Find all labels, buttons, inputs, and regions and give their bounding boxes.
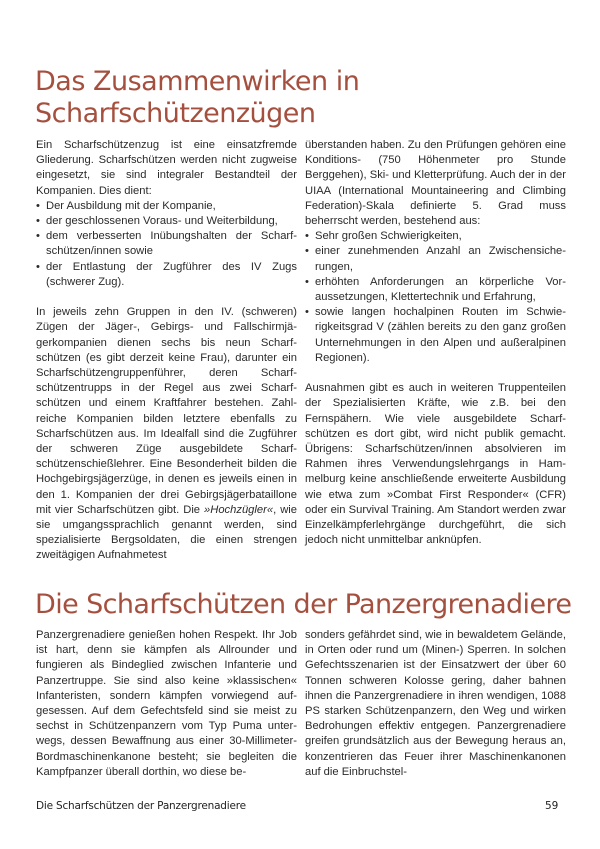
list-item: • einer zunehmenden Anzahl an Zwischensicherungen, [305, 244, 566, 274]
page-number: 59 [545, 800, 559, 812]
paragraph: Panzergrenadiere genießen hohen Respekt. Ihr Job ist hart, denn sie kämpfen als Allrounder und fungieren als Bindeglied zwischen Infanterie und Panzertruppe. Sie sind also keine »klassischen« Infanteristen, sondern kämpfen vorwiegend aufgesessen. Auf dem Gefechtsfeld sind sie meist zu sechst in Schützenpanzern vom Typ Puma unterwegs, dessen Bewaffnung aus einer 30-Millimeter-Bordmaschinenkanone besteht; sie begleiten die Kampfpanzer überall dorthin, wo diese be- [36, 629, 297, 778]
text-run: , wie sie umgangssprachlich genannt werden, sind spezialisierte Bergsoldaten, die einen strengen zweitägigen Aufnahmetest [36, 503, 297, 562]
list-item: • sowie langen hochalpinen Routen im Schwierigkeitsgrad V (zählen bereits zu den ganz großen Unternehmungen in den Alpen und außeralpinen Regionen). [305, 305, 566, 366]
column-right-section1 [305, 138, 566, 548]
running-footer-title: Die Scharfschützen der Panzergrenadiere [36, 800, 246, 812]
bullet-list [36, 199, 297, 290]
list-item: • erhöhten Anforderungen an körperliche Voraussetzungen, Klettertechnik und Erfahrung, [305, 275, 566, 305]
section-title-zusammenwirken [35, 66, 359, 130]
section-title-panzergrenadiere: Die Scharfschützen der Panzergrenadiere [35, 589, 572, 620]
list-item: • der Entlastung der Zugführer des IV Zugs (schwerer Zug). [36, 260, 297, 290]
text-run: In jeweils zehn Gruppen in den IV. (schweren) Zügen der Jäger-, Gebirgs- und Fallschirmjägerkompanien dienen sechs bis neun Scharfschützen (es gibt derzeit keine Frau), darunter ein Scharfschützengruppenführer, deren Scharfschützentrupps in der Regel aus zwei Scharfschützen und einem Kraftfahrer bestehen. Zahlreiche Kompanien bilden letztere ebenfalls zu Scharfschützen aus. Im Idealfall sind die Zugführer der schweren Züge ausgebildete Scharfschützenschießlehrer. Eine Besonderheit bilden die Hochgebirgsjägerzüge, in denen es jeweils einen in den 1. Kompanien der drei Gebirgsjägerbataillone mit vier Scharfschützen gibt. Die [36, 306, 297, 516]
paragraph: Ein Scharfschützenzug ist eine einsatzfremde Gliederung. Scharfschützen werden nicht zugweise eingesetzt, sie sind integraler Bestandteil der Kompanien. Dies dient: [36, 139, 297, 197]
paragraph: sonders gefährdet sind, wie in bewaldetem Gelände, in Orten oder rund um (Minen-) Sperren. In solchen Gefechtsszenarien ist der Einsatzwert der über 60 Tonnen schweren Kolosse gering, daher bahnen ihnen die Panzergrenadiere in ihren wendigen, 1088 PS starken Schützenpanzern, den Weg und wirken Bedrohungen effektiv entgegen. Panzergrenadiere greifen grundsätzlich aus der Bewegung heraus an, konzentrieren das Feuer ihrer Maschinenkanonen auf die Einbruchstel- [305, 629, 566, 778]
bullet-list [305, 229, 566, 366]
paragraph: überstanden haben. Zu den Prüfungen gehören eine Konditions- (750 Höhenmeter pro Stunde Berggehen), Ski- und Kletterprüfung. Auch der in der UIAA (International Mountaineering and Climbing Federation)-Skala definierte 5. Grad muss beherrscht werden, bestehend aus: [305, 139, 566, 228]
list-item: • dem verbesserten Inübungshalten der Scharfschützen/innen sowie [36, 229, 297, 259]
list-item: • Sehr großen Schwierigkeiten, [305, 229, 566, 244]
column-left-section1 [36, 138, 297, 564]
paragraph: Ausnahmen gibt es auch in weiteren Truppenteilen der Spezialisierten Kräfte, wie z.B. bei den Fernspähern. Wie viele ausgebildete Scharfschützen es dort gibt, wird nicht publik gemacht. Übrigens: Scharfschützen/innen absolvieren im Rahmen ihres Verwendungslehrgangs in Hammelburg keine anschließende erweiterte Ausbildung wie etwa zum »Combat First Responder« (CFR) oder ein Survival Training. Am Standort werden zwar Einzelkämpferlehrgänge durchgeführt, die sich jedoch nicht unmittelbar anknüpfen. [305, 382, 566, 547]
title-line-1: Das Zusammenwirken in [35, 66, 360, 97]
emphasis-hochzuegler: »Hochzügler« [204, 503, 274, 516]
column-left-section2 [36, 628, 297, 780]
list-item: • Der Ausbildung mit der Kompanie, [36, 199, 297, 214]
title-line-2: Scharfschützenzügen [35, 98, 316, 129]
list-item: • der geschlossenen Voraus- und Weiterbildung, [36, 214, 297, 229]
column-right-section2 [305, 628, 566, 780]
paragraph [36, 305, 297, 563]
